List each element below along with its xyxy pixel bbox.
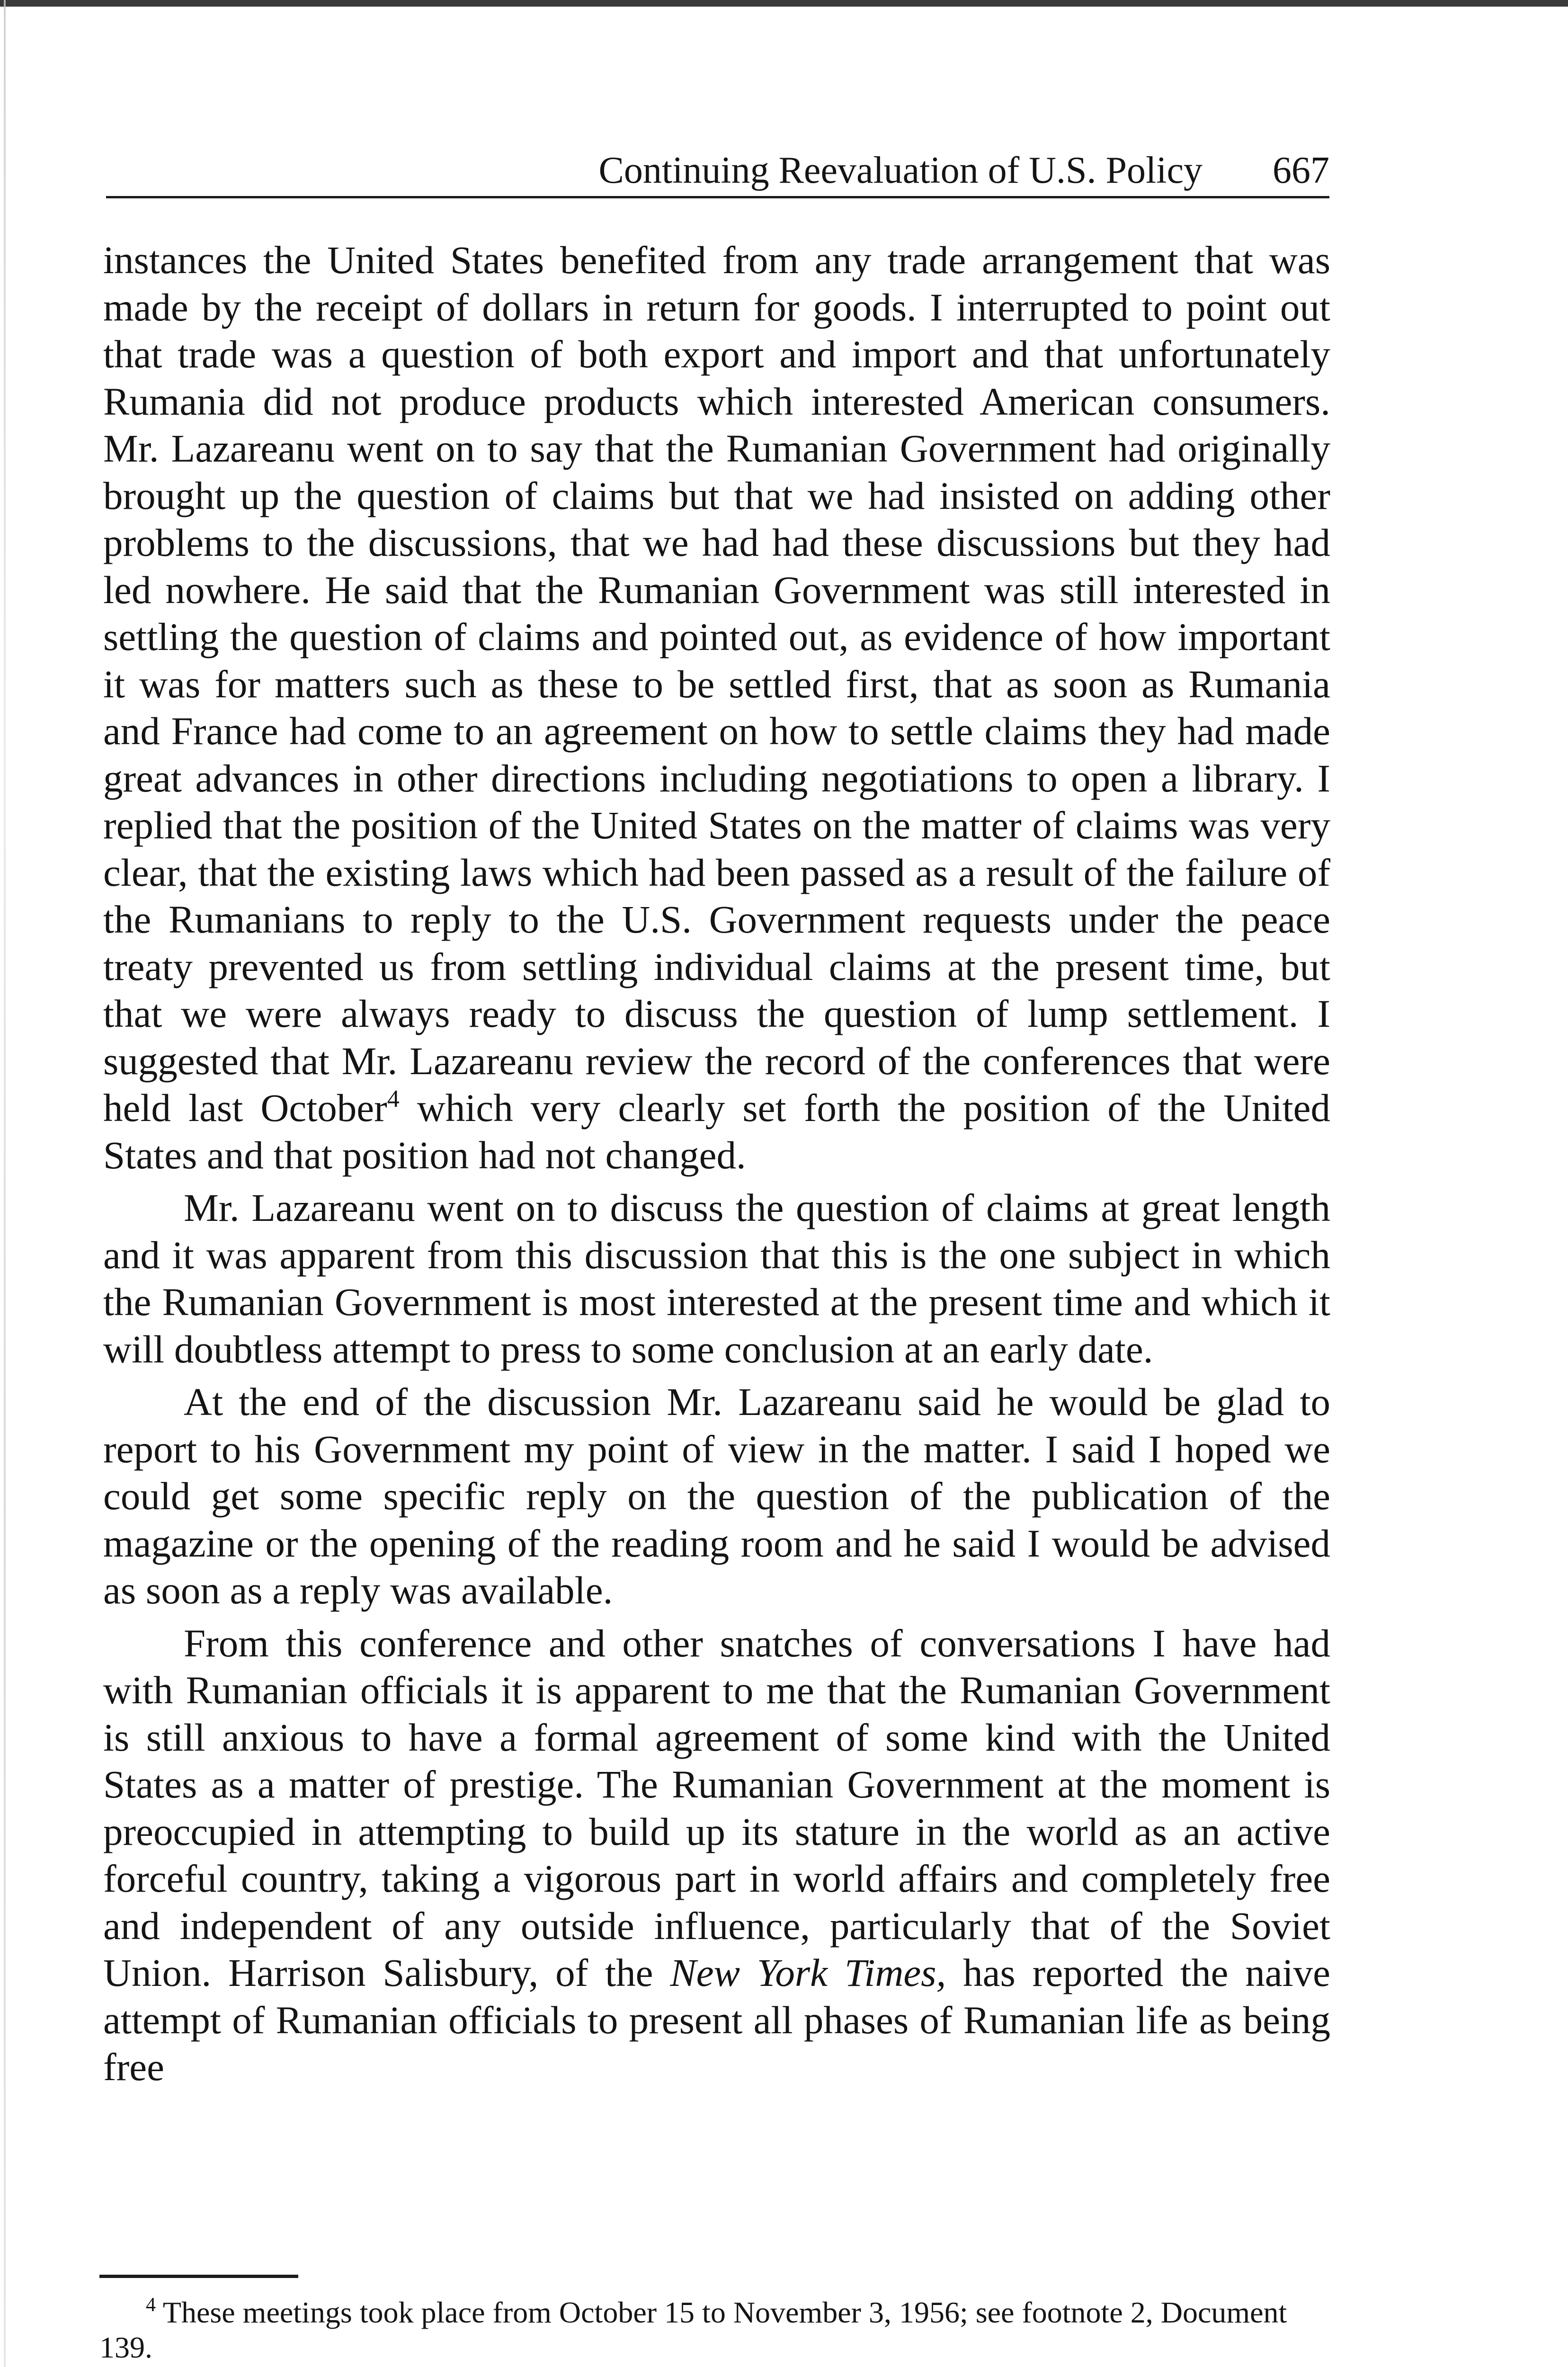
paragraph-1-text: instances the United States benefited from any trade arrangement that was made by the receipt of dollars in return for goods. I interrupted to point out that trade was a question of both export and import and that unfortunately Rumania did not produce products which interested American consumers. Mr. Lazareanu went on to say that the Rumanian Government had originally brought up the question of claims but that we had insisted on adding other problems to the discussions, that we had had these discussions but they had led nowhere. He said that the Rumanian Government was still interested in settling the question of claims and pointed out, as evidence of how important it was for matters such as these to be settled first, that as soon as Rumania and France had come to an agreement on how to settle claims they had made great advances in other directions including negotiations to open a library. I replied that the position of the United States on the matter of claims was very clear, that the existing laws which had been passed as a result of the failure of the Rumanians to reply to the U.S. Government requests under the peace treaty prevented us from settling individual claims at the present time, but that we were always ready to discuss the question of lump settlement. I suggested that Mr. Lazareanu review the record of the conferences that were held last October — [103, 238, 1330, 1130]
body-text — [103, 237, 1330, 2091]
footnote — [99, 2295, 1340, 2365]
running-title: Continuing Reevaluation of U.S. Policy — [598, 150, 1203, 191]
running-header — [106, 140, 1329, 198]
page-top-edge — [0, 0, 1568, 7]
footnote-rule — [99, 2275, 298, 2278]
paragraph-4 — [103, 1620, 1330, 2091]
newspaper-title: New York Times, — [670, 1951, 946, 1994]
paragraph-4-end: has reported the naive attempt of Rumanian officials to present all phases of Rumanian life as being free — [103, 1951, 1330, 2089]
footnote-text: These meetings took place from October 15 to November 3, 1956; see footnote 2, Document 139. — [99, 2296, 1287, 2364]
paragraph-2: Mr. Lazareanu went on to discuss the question of claims at great length and it was apparent from this discussion that this is the one subject in which the Rumanian Government is most interested at the present time and which it will doubtless attempt to press to some conclusion at an early date. — [103, 1186, 1330, 1371]
paragraph-1 — [103, 237, 1330, 1179]
paragraph-3: At the end of the discussion Mr. Lazareanu said he would be glad to report to his Government my point of view in the matter. I said I hoped we could get some specific reply on the question of the publication of the magazine or the opening of the reading room and he said I would be advised as soon as a reply was available. — [103, 1380, 1330, 1612]
page-left-edge — [4, 0, 6, 2367]
footnote-reference: 4 — [387, 1086, 400, 1112]
paragraph-4-start: From this conference and other snatches of conversations I have had with Rumanian officials it is apparent to me that the Rumanian Government is still anxious to have a formal agreement of some kind with the United States as a matter of prestige. The Rumanian Government at the moment is preoccupied in attempting to build up its stature in the world as an active forceful country, taking a vigorous part in world affairs and completely free and independent of any outside influence, particularly that of the Soviet Union. Harrison Salisbury, of the — [103, 1621, 1330, 1994]
footnote-marker: 4 — [146, 2294, 156, 2316]
page-number: 667 — [1273, 150, 1329, 191]
paragraph-1-tail: which very clearly set forth the position of the United States and that position had not changed. — [103, 1086, 1330, 1177]
